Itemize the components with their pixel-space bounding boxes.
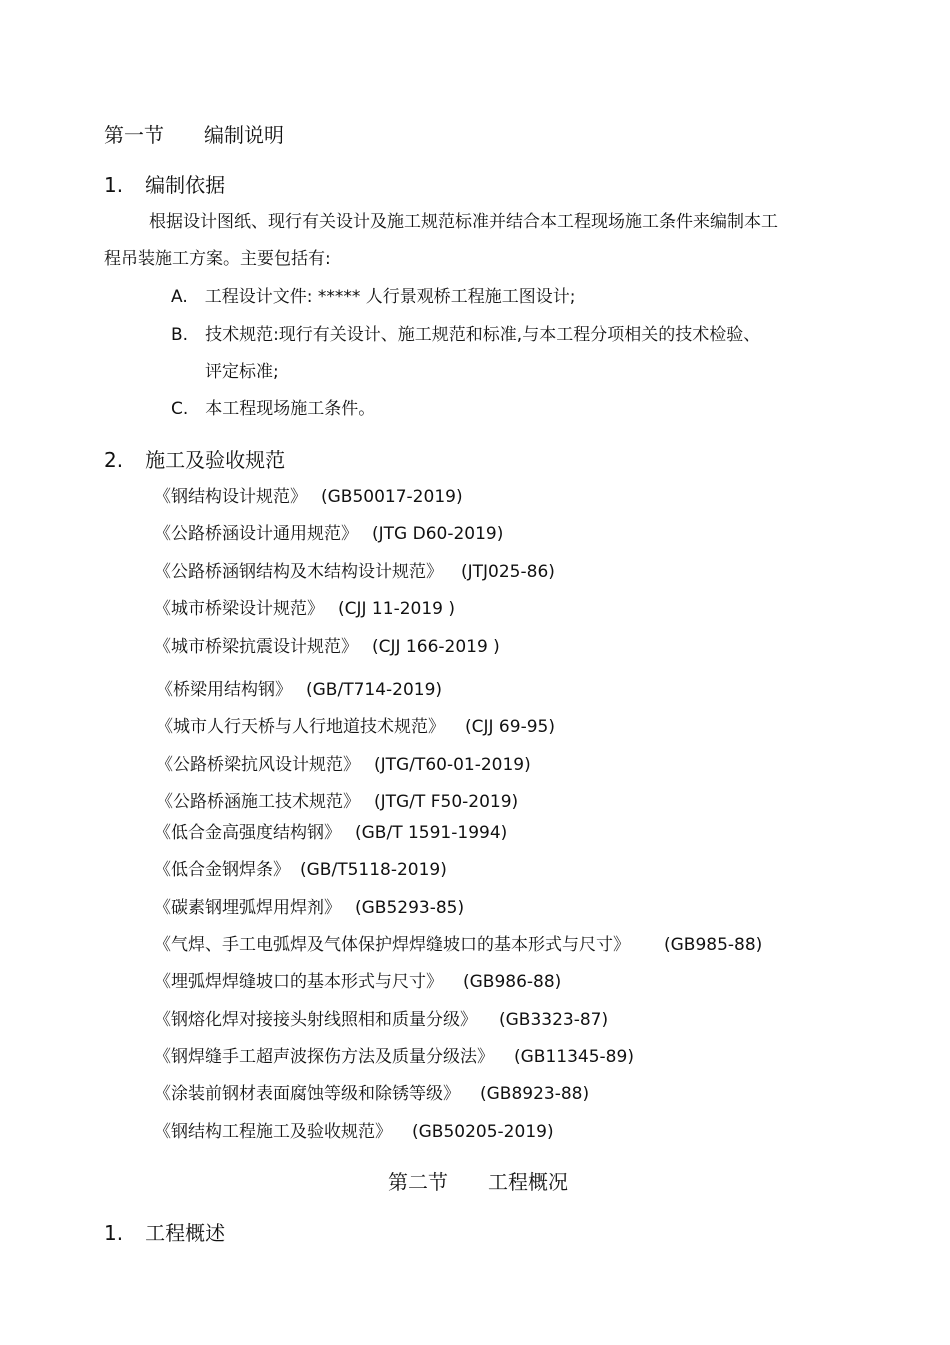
standard-entry: [156, 682, 442, 699]
standard-entry: [154, 564, 555, 581]
list-item: [171, 401, 375, 418]
standard-entry: [154, 825, 507, 842]
item-number: 2.: [104, 448, 124, 472]
standard-name: 《桥梁用结构钢》: [156, 680, 292, 700]
standard-entry: [154, 1124, 554, 1141]
standard-name: 《公路桥涵设计通用规范》: [154, 524, 358, 544]
list-item: [171, 289, 576, 306]
paragraph-line: 根据设计图纸、现行有关设计及施工规范标准并结合本工程现场施工条件来编制本工: [149, 212, 778, 232]
standard-name: 《气焊、手工电弧焊及气体保护焊焊缝坡口的基本形式与尺寸》: [154, 935, 630, 955]
standard-name: 《钢焊缝手工超声波探伤方法及质量分级法》: [154, 1047, 494, 1067]
standard-entry: [154, 1012, 608, 1029]
section-heading-1: [104, 125, 284, 145]
list-text: 本工程现场施工条件。: [205, 399, 376, 419]
list-letter: C.: [171, 399, 189, 419]
standard-name: 《公路桥涵施工技术规范》: [156, 792, 360, 812]
standard-code: (GB985-88): [664, 935, 763, 955]
standard-code: (GB3323-87): [499, 1010, 609, 1030]
standard-entry: [154, 1049, 634, 1066]
standard-name: 《钢结构工程施工及验收规范》: [154, 1122, 392, 1142]
standard-entry: [154, 862, 447, 879]
standard-code: (GB5293-85): [355, 898, 465, 918]
section-label: 第二节: [388, 1170, 448, 1194]
standard-code: (GB50017-2019): [321, 487, 463, 507]
standard-code: (JTG D60-2019): [372, 524, 504, 544]
standard-name: 《钢熔化焊对接接头射线照相和质量分级》: [154, 1010, 477, 1030]
standard-name: 《城市人行天桥与人行地道技术规范》: [156, 717, 445, 737]
item-number: 1.: [104, 1221, 124, 1245]
list-letter: B.: [171, 325, 189, 345]
standard-name: 《城市桥梁设计规范》: [154, 599, 324, 619]
paragraph-line: 程吊装施工方案。主要包括有:: [104, 249, 331, 269]
standard-entry: [154, 601, 455, 618]
standard-entry: [156, 757, 531, 774]
list-item: [171, 327, 760, 344]
section-heading-2: [388, 1172, 568, 1192]
section-title: 工程概况: [488, 1170, 568, 1194]
standard-code: (GB/T5118-2019): [300, 860, 447, 880]
item-title: 编制依据: [145, 173, 226, 197]
section-title: 编制说明: [204, 123, 284, 147]
list-text: 工程设计文件: ***** 人行景观桥工程施工图设计;: [204, 287, 576, 307]
standard-entry: [154, 974, 561, 991]
standard-name: 《碳素钢埋弧焊用焊剂》: [154, 898, 341, 918]
standard-entry: [154, 489, 463, 506]
item-number: 1.: [104, 173, 124, 197]
standard-code: (GB986-88): [463, 972, 562, 992]
standard-code: (GB8923-88): [480, 1084, 590, 1104]
list-text: 技术规范:现行有关设计、施工规范和标准,与本工程分项相关的技术检验、: [205, 325, 761, 345]
standard-code: (GB/T 1591-1994): [355, 823, 508, 843]
standard-code: (JTG/T F50-2019): [374, 792, 519, 812]
standard-name: 《埋弧焊焊缝坡口的基本形式与尺寸》: [154, 972, 443, 992]
standard-entry: [154, 900, 464, 917]
item-title: 工程概述: [145, 1221, 226, 1245]
standard-code: (GB/T714-2019): [306, 680, 443, 700]
standard-entry: [154, 526, 503, 543]
standard-code: (CJJ 69-95): [465, 717, 555, 737]
standard-code: (GB50205-2019): [412, 1122, 554, 1142]
standard-code: (JTJ025-86): [461, 562, 555, 582]
subheading-overview: [104, 1223, 225, 1243]
subheading-basis: [104, 175, 225, 195]
standard-code: (CJJ 166-2019 ): [372, 637, 500, 657]
standard-entry: [156, 794, 518, 811]
standard-name: 《钢结构设计规范》: [154, 487, 307, 507]
standard-entry: [154, 639, 500, 656]
standard-name: 《公路桥涵钢结构及木结构设计规范》: [154, 562, 443, 582]
standard-name: 《公路桥梁抗风设计规范》: [156, 755, 360, 775]
standard-code: (CJJ 11-2019 ): [338, 599, 455, 619]
list-letter: A.: [171, 287, 188, 307]
standard-entry: [156, 719, 555, 736]
standard-name: 《低合金高强度结构钢》: [154, 823, 341, 843]
item-title: 施工及验收规范: [145, 448, 286, 472]
standard-code: (GB11345-89): [514, 1047, 634, 1067]
subheading-standards: [104, 450, 285, 470]
list-item-continuation: 评定标准;: [205, 362, 279, 382]
standard-entry: [154, 1086, 589, 1103]
standard-name: 《涂装前钢材表面腐蚀等级和除锈等级》: [154, 1084, 460, 1104]
standard-name: 《城市桥梁抗震设计规范》: [154, 637, 358, 657]
standard-name: 《低合金钢焊条》: [154, 860, 290, 880]
section-label: 第一节: [104, 123, 164, 147]
standard-entry: [154, 937, 762, 954]
standard-code: (JTG/T60-01-2019): [374, 755, 531, 775]
